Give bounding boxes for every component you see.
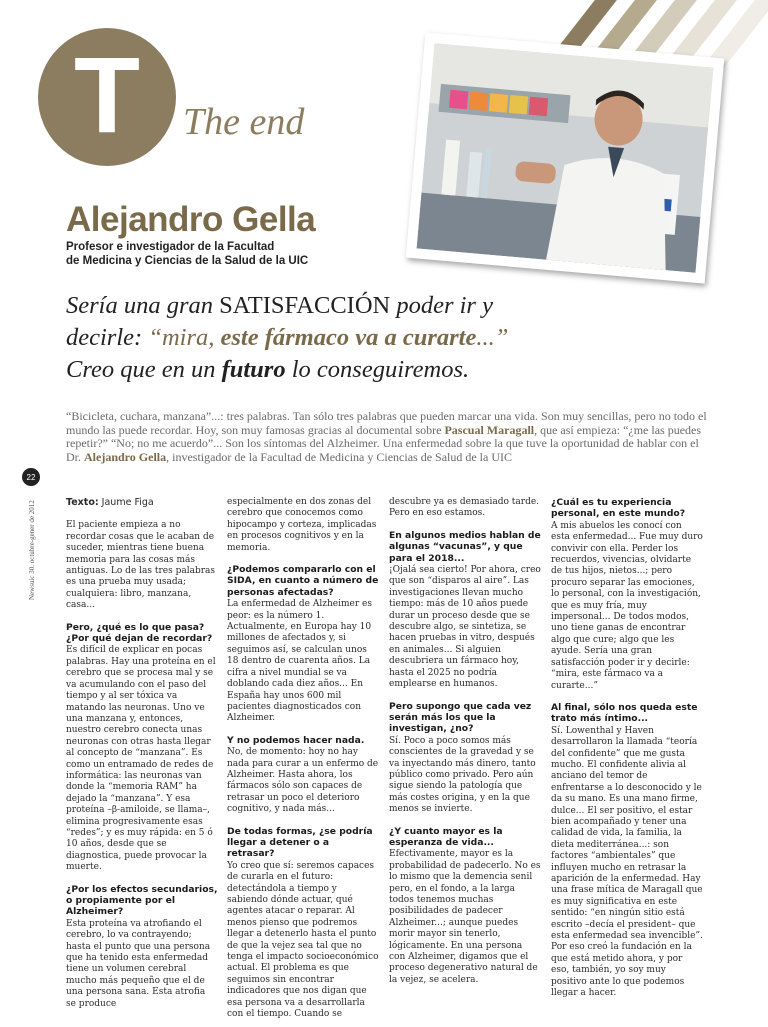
intro-text: “Bicicleta, cuchara, manzana”...: tres palabras. Tan sólo tres palabras que pueden marcar una vida. Son muy sencillas, pero no todo el mundo las puede recordar. Hoy, son muy famosas gracias al documental sobre: [66, 409, 707, 437]
interview-answer: No, de momento: hoy no hay nada para curar a un enfermo de Alzheimer. Hasta ahora, los fármacos sólo son capaces de retrasar un poco el deterioro cognitivo, y nada más...: [227, 747, 379, 815]
byline-author: Jaume Figa: [98, 497, 154, 508]
interview-question: ¿Y cuanto mayor es la esperanza de vida...: [389, 825, 503, 848]
interviewee-name: Alejandro Gella: [66, 200, 316, 239]
lab-photo-illustration: [417, 43, 714, 273]
interview-question: ¿Cuál es tu experiencia personal, en este mundo?: [551, 497, 686, 520]
byline-label: Texto:: [66, 497, 99, 508]
role-line-2: de Medicina y Ciencias de la Salud de la UIC: [66, 255, 309, 267]
interview-question: ¿Podemos compararlo con el SIDA, en cuanto a número de personas afectadas?: [227, 564, 379, 598]
interview-question: En algunos medios hablan de algunas “vacunas”, y que para el 2018...: [389, 529, 541, 564]
quote-part: poder ir y: [390, 292, 493, 319]
quote-part: “mira,: [148, 324, 221, 351]
interviewee-photo: [406, 32, 725, 283]
quote-emphasis-farmaco: este fármaco va a curarte: [220, 324, 477, 351]
quote-emphasis-satisfaccion: SATISFACCIÓN: [219, 292, 391, 319]
article-column-3: [389, 497, 541, 993]
article-column-4: [551, 497, 703, 1006]
quote-emphasis-futuro: futuro: [221, 356, 286, 383]
role-line-1: Profesor e investigador de la Facultad: [66, 241, 275, 253]
section-badge: [38, 28, 176, 166]
interview-answer: Yo creo que sí: seremos capaces de curarla en el futuro: detectándola a tiempo y sabiendo dónde actuar, qué agentes atacar o reparar. Al menos pienso que podremos llegar a detenerlo hasta el punto de que la vejez sea tal que no tenga el impacto socioeconómico actual. El problema es que seguimos sin encontrar indicadores que nos digan que esa persona va a desarrollarla con el tiempo. Cuando se: [227, 860, 379, 1020]
interview-answer: La enfermedad de Alzheimer es peor: es la número 1. Actualmente, en Europa hay 10 millones de afectados y, si seguimos así, se calculan unos 18 dentro de cuarenta años. La cifra a nivel mundial se va doblando cada diez años... En España hay unos 600 mil pacientes diagnosticados con Alzheimer.: [227, 599, 372, 724]
intro-paragraph: [66, 410, 716, 464]
interview-answer: Sí. Lowenthal y Haven desarrollaron la llamada “teoría del confidente” que me gusta mucho. El confidente alivia al anciano del temor de enfrentarse a lo desconocido y le da su mano. Es una mano firme, dulce... El ser positivo, el estar bien acompañado y tener una calidad de vida, la familia, la dieta mediterránea...: son factores “ambientales” que influyen mucho en retrasar la aparición de la enfermedad. Hay una frase mítica de Maragall que es muy significativa en este sentido: “en ningún sitio está escrito –decía el president– que esta enfermedad sea invencible”. Por eso creó la fundación en la que está metido ahora, y por eso, también, yo soy muy positivo ante lo que podemos llegar a hacer.: [551, 725, 703, 999]
interview-answer: Sí. Poco a poco somos más conscientes de la gravedad y se va inyectando más dinero, tanto público como privado. Pero aún sigue siendo la patología que más costes origina, y en la que menos se invierte.: [389, 735, 536, 815]
intro-text: , investigador de la Facultad de Medicina y Ciencias de Salud de la UIC: [166, 449, 513, 464]
paragraph: descubre ya es demasiado tarde. Pero en eso estamos.: [389, 497, 540, 519]
interview-question: De todas formas, ¿se podría llegar a detener o a retrasar?: [227, 825, 373, 860]
interview-question: Pero supongo que cada vez serán más los que la investigan, ¿no?: [389, 700, 532, 735]
pull-quote: [66, 290, 716, 386]
interview-answer: ¡Ojalá sea cierto! Por ahora, creo que son “disparos al aire”. Las investigaciones llevan mucho tiempo: más de 10 años puede durar un proceso desde que se descubre algo, se sintetiza, se hacen pruebas in vitro, después en animales... Si alguien descubriera un fármaco hoy, hasta el 2025 no podría emplearse en humanos.: [389, 565, 541, 690]
paragraph: especialmente en dos zonas del cerebro que conocemos como hipocampo y corteza, implicadas en procesos cognitivos y en la memoria.: [227, 497, 377, 553]
quote-part: ...”: [476, 324, 509, 351]
quote-part: lo conseguiremos.: [285, 356, 470, 383]
interview-question: Pero, ¿qué es lo que pasa? ¿Por qué dejan de recordar?: [66, 621, 213, 645]
paragraph: El paciente empieza a no recordar cosas que le acaban de suceder, mientras tiene buena memoria para las cosas más antiguas. Lo de las tres palabras es una prueba muy usada; cualquiera: libro, manzana, casa...: [66, 520, 215, 611]
interviewee-role: [66, 240, 308, 268]
section-title: The end: [183, 101, 305, 143]
interview-answer: Esta proteína va atrofiando el cerebro, lo va contrayendo; hasta el punto que una persona que ha tenido esta enfermedad tiene un volumen cerebral mucho más pequeño que el de una persona sana. Esta atrofia se produce: [66, 918, 211, 1009]
interview-answer: Es difícil de explicar en pocas palabras. Hay una proteína en el cerebro que se procesa mal y se va acumulando con el paso del tiempo y al ser tóxica va matando las neuronas. Uno ve una manzana y, entonces, nuestro cerebro conecta unas neuronas con otras hasta llegar al concepto de “manzana”. Es como un entramado de redes de informática: las neuronas van donde la “memoria RAM” ha dejado la “manzana”. Y esa proteína –β-amiloide, se llama–, elimina progresivamente esas “redes”; y es muy rápida: en 5 ó 10 años, desde que se diagnostica, puede provocar la muerte.: [66, 645, 216, 873]
quote-part: Creo que en un: [66, 356, 222, 383]
page-number: 22: [22, 468, 40, 486]
interview-answer: A mis abuelos les conocí con esta enfermedad... Fue muy duro convivir con ella. Perder los recuerdos, vivencias, olvidarte de tus hijos, nietos...; pero procuro separar las emociones, lo personal, con la investigación, que es muy fría, muy impersonal... De todos modos, uno tiene ganas de encontrar algo que cure; algo que les ayude. Sería una gran satisfacción poder ir y decirle: “mira, este fármaco va a curarte...”: [551, 520, 703, 691]
interview-question: ¿Por los efectos secundarios, o propiamente por el Alzheimer?: [66, 883, 218, 918]
intro-highlight: Pascual Maragall: [444, 422, 535, 437]
badge-letter: T: [74, 34, 140, 155]
interview-question: Al final, sólo nos queda este trato más íntimo...: [551, 701, 698, 725]
intro-text: , que así empieza: “¿me las puedes repetir?” “No; no me acuerdo”... Son los síntomas del Alzheimer. Una enfermedad sobre la que tuve la oportunidad de hablar con el Dr.: [66, 422, 702, 464]
intro-highlight: Alejandro Gella: [84, 449, 167, 464]
interview-question: Y no podemos hacer nada.: [227, 734, 365, 746]
byline: [66, 497, 218, 508]
quote-part: Sería una gran: [66, 292, 220, 319]
article-column-2: [227, 497, 379, 1027]
article-column-1: [66, 497, 218, 1017]
quote-part: decirle:: [66, 324, 149, 351]
issue-info: Newsuic 30. octubre-gener de 2012: [28, 500, 36, 600]
interview-answer: Efectivamente, mayor es la probabilidad de padecerlo. No es lo mismo que la demencia senil pero, en el fondo, a la larga todos tenemos muchas posibilidades de padecer Alzheimer...; aunque puedes morir mayor sin tenerlo, lógicamente. En una persona con Alzheimer, digamos que el proceso degenerativo natural de la vejez, se acelera.: [389, 849, 541, 985]
